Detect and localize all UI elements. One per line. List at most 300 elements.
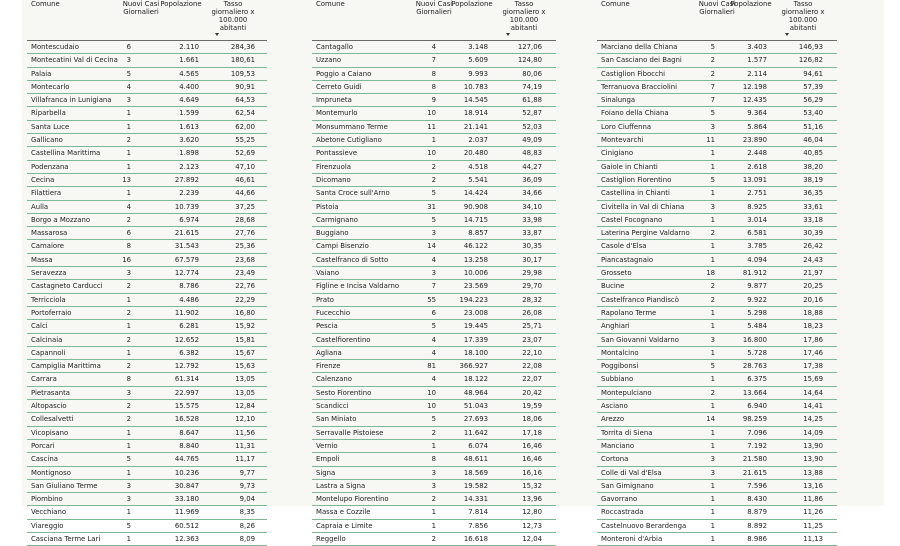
table-row xyxy=(312,134,556,147)
cell-new-cases: 1 xyxy=(126,348,131,357)
cell-comune: Grosseto xyxy=(601,269,632,278)
table-row xyxy=(27,68,267,81)
table-row xyxy=(27,280,267,293)
header-rate-line4: abitanti xyxy=(219,24,247,32)
cell-population: 14.424 xyxy=(463,189,488,198)
header-population: Popolazione xyxy=(451,0,493,8)
cell-rate: 126,82 xyxy=(798,56,823,65)
table-row xyxy=(597,334,837,347)
cell-new-cases: 1 xyxy=(710,481,715,490)
header-rate-line4: abitanti xyxy=(510,24,538,32)
cell-rate: 9,04 xyxy=(239,495,255,504)
table-row xyxy=(27,201,267,214)
table-row xyxy=(27,94,267,107)
cell-rate: 12,80 xyxy=(522,508,542,517)
cell-comune: Vicopisano xyxy=(31,428,69,437)
table-row xyxy=(27,413,267,426)
table-row xyxy=(597,161,837,174)
cell-comune: Gavorrano xyxy=(601,495,638,504)
table-row xyxy=(597,68,837,81)
cell-population: 8.840 xyxy=(179,441,199,450)
cell-new-cases: 5 xyxy=(431,322,436,331)
cell-population: 3.620 xyxy=(179,136,199,145)
cell-population: 12.792 xyxy=(174,362,199,371)
cell-rate: 15,69 xyxy=(803,375,823,384)
cell-new-cases: 10 xyxy=(427,149,436,158)
table-row xyxy=(312,320,556,333)
cell-comune: Calcinaia xyxy=(31,335,63,344)
cell-new-cases: 1 xyxy=(126,162,131,171)
cell-comune: Monsummano Terme xyxy=(316,122,388,131)
cell-comune: San Gimignano xyxy=(601,481,654,490)
cell-comune: Marciano della Chiana xyxy=(601,43,678,51)
cell-comune: Prato xyxy=(316,295,335,304)
cell-comune: Cortona xyxy=(601,455,629,464)
cell-rate: 20,25 xyxy=(803,282,823,291)
cell-population: 48.964 xyxy=(463,388,488,397)
header-comune: Comune xyxy=(601,0,630,8)
cell-comune: Rapolano Terme xyxy=(601,308,657,317)
cell-rate: 25,71 xyxy=(522,322,542,331)
cell-new-cases: 1 xyxy=(710,149,715,158)
cell-rate: 33,98 xyxy=(522,215,542,224)
cell-rate: 20,42 xyxy=(522,388,542,397)
cell-new-cases: 2 xyxy=(431,162,436,171)
cell-new-cases: 1 xyxy=(710,521,715,530)
cell-population: 2.114 xyxy=(747,69,767,78)
cell-rate: 14,25 xyxy=(803,415,823,424)
cell-population: 22.997 xyxy=(174,388,199,397)
table-row xyxy=(27,467,267,480)
table-row xyxy=(597,121,837,134)
cell-rate: 55,25 xyxy=(235,136,255,145)
header-comune: Comune xyxy=(31,0,60,8)
cell-new-cases: 1 xyxy=(126,428,131,437)
table-row xyxy=(312,440,556,453)
table-row xyxy=(597,174,837,187)
cell-rate: 13,88 xyxy=(803,468,823,477)
cell-rate: 12,10 xyxy=(235,415,255,424)
cell-population: 6.281 xyxy=(179,322,199,331)
cell-comune: Laterina Pergine Valdarno xyxy=(601,229,690,238)
cell-comune: Filattiera xyxy=(31,189,62,198)
cell-comune: Civitella in Val di Chiana xyxy=(601,202,685,211)
table-row xyxy=(27,161,267,174)
cell-comune: Santa Croce sull'Arno xyxy=(316,189,390,198)
cell-comune: Poggio a Caiano xyxy=(316,69,372,78)
cell-comune: Massa xyxy=(31,255,53,264)
cell-new-cases: 1 xyxy=(126,441,131,450)
cell-new-cases: 2 xyxy=(710,56,715,65)
cell-rate: 38,19 xyxy=(803,175,823,184)
cell-population: 18.569 xyxy=(463,468,488,477)
cell-population: 16.528 xyxy=(174,415,199,424)
cell-rate: 40,85 xyxy=(803,149,823,158)
table-row xyxy=(27,240,267,253)
cell-rate: 127,06 xyxy=(517,43,542,51)
cell-comune: Castiglion Fiorentino xyxy=(601,175,672,184)
cell-comune: Casciana Terme Lari xyxy=(31,534,101,543)
cell-new-cases: 5 xyxy=(710,43,715,51)
table-row xyxy=(312,147,556,160)
table-column-1 xyxy=(27,0,267,546)
cell-comune: Montecarlo xyxy=(31,82,70,91)
cell-new-cases: 8 xyxy=(431,69,436,78)
cell-population: 18.122 xyxy=(463,375,488,384)
cell-new-cases: 8 xyxy=(431,82,436,91)
cell-new-cases: 4 xyxy=(431,348,436,357)
cell-population: 8.857 xyxy=(468,229,488,238)
cell-rate: 124,80 xyxy=(517,56,542,65)
cell-population: 12.363 xyxy=(174,534,199,543)
cell-comune: Anghiari xyxy=(601,322,630,331)
cell-comune: Aulla xyxy=(31,202,49,211)
cell-comune: Campiglia Marittima xyxy=(31,362,101,371)
cell-new-cases: 2 xyxy=(710,69,715,78)
cell-comune: Buggiano xyxy=(316,229,349,238)
cell-comune: Roccastrada xyxy=(601,508,644,517)
cell-comune: Castelfranco di Sotto xyxy=(316,255,389,264)
cell-new-cases: 11 xyxy=(427,122,436,131)
cell-new-cases: 2 xyxy=(126,335,131,344)
table-row xyxy=(312,121,556,134)
table-row xyxy=(27,334,267,347)
cell-population: 13.258 xyxy=(463,255,488,264)
table-row xyxy=(597,480,837,493)
cell-population: 2.448 xyxy=(747,149,767,158)
table-row xyxy=(312,453,556,466)
cell-rate: 44,66 xyxy=(235,189,255,198)
table-row xyxy=(312,480,556,493)
cell-rate: 16,16 xyxy=(522,468,542,477)
table-row xyxy=(27,187,267,200)
cell-comune: Cerreto Guidi xyxy=(316,82,362,91)
cell-rate: 12,73 xyxy=(522,521,542,530)
cell-rate: 25,36 xyxy=(235,242,255,251)
cell-rate: 16,80 xyxy=(235,308,255,317)
table-row xyxy=(597,533,837,546)
table-row xyxy=(312,294,556,307)
cell-comune: Castiglion Fibocchi xyxy=(601,69,666,78)
cell-rate: 14,64 xyxy=(803,388,823,397)
cell-new-cases: 2 xyxy=(126,136,131,145)
cell-population: 6.940 xyxy=(747,402,767,411)
cell-rate: 49,09 xyxy=(522,136,542,145)
cell-population: 60.512 xyxy=(174,521,199,530)
cell-rate: 62,54 xyxy=(235,109,255,118)
cell-rate: 34,10 xyxy=(522,202,542,211)
table-row xyxy=(312,174,556,187)
cell-population: 16.800 xyxy=(742,335,767,344)
cell-comune: Foiano della Chiana xyxy=(601,109,669,118)
cell-population: 8.892 xyxy=(747,521,767,530)
table-row xyxy=(597,280,837,293)
cell-population: 28.763 xyxy=(742,362,767,371)
cell-comune: Fucecchio xyxy=(316,308,351,317)
cell-new-cases: 3 xyxy=(710,455,715,464)
sort-descending-icon[interactable] xyxy=(785,33,789,36)
cell-population: 2.123 xyxy=(179,162,199,171)
cell-rate: 11,31 xyxy=(235,441,255,450)
table-row xyxy=(597,41,837,54)
table-row xyxy=(597,147,837,160)
sort-descending-icon[interactable] xyxy=(215,33,219,36)
cell-new-cases: 1 xyxy=(710,534,715,543)
table-row xyxy=(27,81,267,94)
cell-population: 20.480 xyxy=(463,149,488,158)
header-rate[interactable] xyxy=(777,0,829,32)
cell-rate: 52,87 xyxy=(522,109,542,118)
cell-new-cases: 4 xyxy=(431,335,436,344)
cell-rate: 21,97 xyxy=(803,269,823,278)
table-row xyxy=(597,373,837,386)
cell-rate: 18,06 xyxy=(522,415,542,424)
cell-new-cases: 3 xyxy=(126,56,131,65)
cell-new-cases: 1 xyxy=(710,255,715,264)
cell-population: 13.091 xyxy=(742,175,767,184)
cell-population: 10.739 xyxy=(174,202,199,211)
cell-comune: Altopascio xyxy=(31,402,67,411)
table-row xyxy=(597,307,837,320)
cell-population: 7.096 xyxy=(747,428,767,437)
cell-population: 2.110 xyxy=(179,43,199,51)
cell-population: 7.192 xyxy=(747,441,767,450)
cell-new-cases: 1 xyxy=(710,441,715,450)
cell-rate: 22,10 xyxy=(522,348,542,357)
table-row xyxy=(597,267,837,280)
cell-new-cases: 3 xyxy=(710,202,715,211)
cell-rate: 30,17 xyxy=(522,255,542,264)
cell-population: 8.647 xyxy=(179,428,199,437)
cell-population: 5.541 xyxy=(468,175,488,184)
cell-rate: 17,86 xyxy=(803,335,823,344)
table-row xyxy=(312,254,556,267)
cell-new-cases: 10 xyxy=(427,402,436,411)
header-population: Popolazione xyxy=(730,0,772,8)
table-row xyxy=(27,520,267,533)
cell-population: 46.122 xyxy=(463,242,488,251)
cell-population: 366.927 xyxy=(459,362,488,371)
cell-population: 2.618 xyxy=(747,162,767,171)
cell-comune: Pontassieve xyxy=(316,149,358,158)
cell-rate: 15,32 xyxy=(522,481,542,490)
cell-comune: Castelnuovo Berardenga xyxy=(601,521,687,530)
cell-comune: Gallicano xyxy=(31,136,63,145)
cell-new-cases: 3 xyxy=(710,468,715,477)
cell-new-cases: 8 xyxy=(126,242,131,251)
cell-population: 8.925 xyxy=(747,202,767,211)
table-row xyxy=(312,187,556,200)
table-row xyxy=(597,201,837,214)
cell-comune: Monteroni d'Arbia xyxy=(601,534,663,543)
cell-comune: Colle di Val d'Elsa xyxy=(601,468,662,477)
sort-descending-icon[interactable] xyxy=(506,33,510,36)
table-row xyxy=(312,280,556,293)
cell-new-cases: 1 xyxy=(431,508,436,517)
table-column-3 xyxy=(597,0,837,546)
cell-population: 21.615 xyxy=(174,229,199,238)
cell-comune: Piancastagnaio xyxy=(601,255,654,264)
cell-new-cases: 1 xyxy=(710,162,715,171)
table-row xyxy=(27,227,267,240)
table-row xyxy=(27,440,267,453)
cell-rate: 18,88 xyxy=(803,308,823,317)
table-row xyxy=(312,68,556,81)
cell-population: 4.565 xyxy=(179,69,199,78)
cell-population: 6.382 xyxy=(179,348,199,357)
cell-population: 5.609 xyxy=(468,56,488,65)
header-rate-line1: Tasso xyxy=(223,0,243,8)
cell-population: 18.914 xyxy=(463,109,488,118)
cell-new-cases: 2 xyxy=(126,415,131,424)
cell-rate: 8,35 xyxy=(239,508,255,517)
cell-new-cases: 1 xyxy=(126,295,131,304)
cell-new-cases: 1 xyxy=(431,521,436,530)
cell-comune: Calenzano xyxy=(316,375,352,384)
cell-new-cases: 1 xyxy=(126,122,131,131)
cell-comune: Massa e Cozzile xyxy=(316,508,371,517)
table-row xyxy=(597,347,837,360)
cell-population: 6.974 xyxy=(179,215,199,224)
cell-population: 16.618 xyxy=(463,534,488,543)
table-row xyxy=(27,147,267,160)
cell-new-cases: 2 xyxy=(710,295,715,304)
cell-new-cases: 2 xyxy=(126,402,131,411)
header-rate[interactable] xyxy=(207,0,259,32)
cell-population: 21.580 xyxy=(742,455,767,464)
cell-rate: 46,61 xyxy=(235,175,255,184)
cell-comune: Montescudaio xyxy=(31,43,79,51)
cell-population: 9.877 xyxy=(747,282,767,291)
cell-rate: 17,38 xyxy=(803,362,823,371)
cell-population: 67.579 xyxy=(174,255,199,264)
cell-comune: Seravezza xyxy=(31,269,67,278)
table-row xyxy=(312,493,556,506)
cell-rate: 23,68 xyxy=(235,255,255,264)
cell-new-cases: 4 xyxy=(431,375,436,384)
table-row xyxy=(597,400,837,413)
table-row xyxy=(27,107,267,120)
cell-rate: 13,90 xyxy=(803,441,823,450)
header-rate[interactable] xyxy=(498,0,550,32)
cell-rate: 17,46 xyxy=(803,348,823,357)
cell-comune: Abetone Cutigliano xyxy=(316,136,382,145)
cell-rate: 29,98 xyxy=(522,269,542,278)
table-row xyxy=(312,54,556,67)
cell-rate: 30,39 xyxy=(803,229,823,238)
cell-comune: Pietrasanta xyxy=(31,388,71,397)
cell-comune: Pistoia xyxy=(316,202,339,211)
cell-new-cases: 4 xyxy=(126,202,131,211)
cell-comune: Capraia e Limite xyxy=(316,521,373,530)
cell-rate: 109,53 xyxy=(230,69,255,78)
cell-comune: Signa xyxy=(316,468,336,477)
cell-population: 12.435 xyxy=(742,96,767,105)
cell-population: 90.908 xyxy=(463,202,488,211)
cell-rate: 38,20 xyxy=(803,162,823,171)
cell-population: 12.774 xyxy=(174,269,199,278)
cell-comune: Castelfiorentino xyxy=(316,335,371,344)
cell-comune: Castel Focognano xyxy=(601,215,663,224)
cell-new-cases: 1 xyxy=(126,189,131,198)
cell-rate: 16,46 xyxy=(522,441,542,450)
cell-new-cases: 31 xyxy=(427,202,436,211)
table-row xyxy=(27,427,267,440)
cell-comune: Poggibonsi xyxy=(601,362,639,371)
cell-new-cases: 1 xyxy=(126,508,131,517)
cell-population: 2.037 xyxy=(468,136,488,145)
cell-comune: San Giovanni Valdarno xyxy=(601,335,679,344)
cell-comune: Riparbella xyxy=(31,109,66,118)
cell-population: 12.198 xyxy=(742,82,767,91)
cell-population: 18.100 xyxy=(463,348,488,357)
header-population: Popolazione xyxy=(160,0,202,8)
table-row xyxy=(312,360,556,373)
header-new-cases-line2: Giornalieri xyxy=(699,8,735,16)
table-row xyxy=(597,81,837,94)
cell-new-cases: 8 xyxy=(431,455,436,464)
cell-new-cases: 3 xyxy=(710,122,715,131)
cell-population: 14.715 xyxy=(463,215,488,224)
cell-population: 7.856 xyxy=(468,521,488,530)
cell-population: 4.400 xyxy=(179,82,199,91)
cell-rate: 17,18 xyxy=(522,428,542,437)
header-comune: Comune xyxy=(316,0,345,8)
cell-comune: Castagneto Carducci xyxy=(31,282,103,291)
table-row xyxy=(312,334,556,347)
cell-rate: 20,16 xyxy=(803,295,823,304)
cell-population: 51.043 xyxy=(463,402,488,411)
table-row xyxy=(597,520,837,533)
cell-population: 7.814 xyxy=(468,508,488,517)
cell-rate: 9,77 xyxy=(239,468,255,477)
cell-comune: Montecatini Val di Cecina xyxy=(31,56,118,65)
cell-population: 1.898 xyxy=(179,149,199,158)
cell-new-cases: 4 xyxy=(431,255,436,264)
cell-rate: 36,09 xyxy=(522,175,542,184)
cell-rate: 52,69 xyxy=(235,149,255,158)
cell-population: 12.652 xyxy=(174,335,199,344)
cell-population: 13.664 xyxy=(742,388,767,397)
cell-population: 11.902 xyxy=(174,308,199,317)
cell-new-cases: 2 xyxy=(431,495,436,504)
table-row xyxy=(312,400,556,413)
table-row xyxy=(597,254,837,267)
cell-population: 4.649 xyxy=(179,96,199,105)
cell-new-cases: 10 xyxy=(427,388,436,397)
cell-rate: 9,73 xyxy=(239,481,255,490)
cell-rate: 12,84 xyxy=(235,402,255,411)
table-row xyxy=(312,467,556,480)
cell-rate: 24,43 xyxy=(803,255,823,264)
cell-comune: Viareggio xyxy=(31,521,64,530)
cell-rate: 33,61 xyxy=(803,202,823,211)
cell-rate: 12,04 xyxy=(522,534,542,543)
cell-population: 19.582 xyxy=(463,481,488,490)
cell-rate: 13,90 xyxy=(803,455,823,464)
cell-population: 8.986 xyxy=(747,534,767,543)
cell-rate: 23,49 xyxy=(235,269,255,278)
cell-rate: 11,13 xyxy=(803,534,823,543)
table-row xyxy=(27,533,267,546)
cell-comune: Vaiano xyxy=(316,269,340,278)
cell-new-cases: 3 xyxy=(126,388,131,397)
cell-rate: 28,68 xyxy=(235,215,255,224)
cell-population: 8.879 xyxy=(747,508,767,517)
table-row xyxy=(312,533,556,546)
cell-rate: 44,27 xyxy=(522,162,542,171)
cell-comune: Carrara xyxy=(31,375,57,384)
